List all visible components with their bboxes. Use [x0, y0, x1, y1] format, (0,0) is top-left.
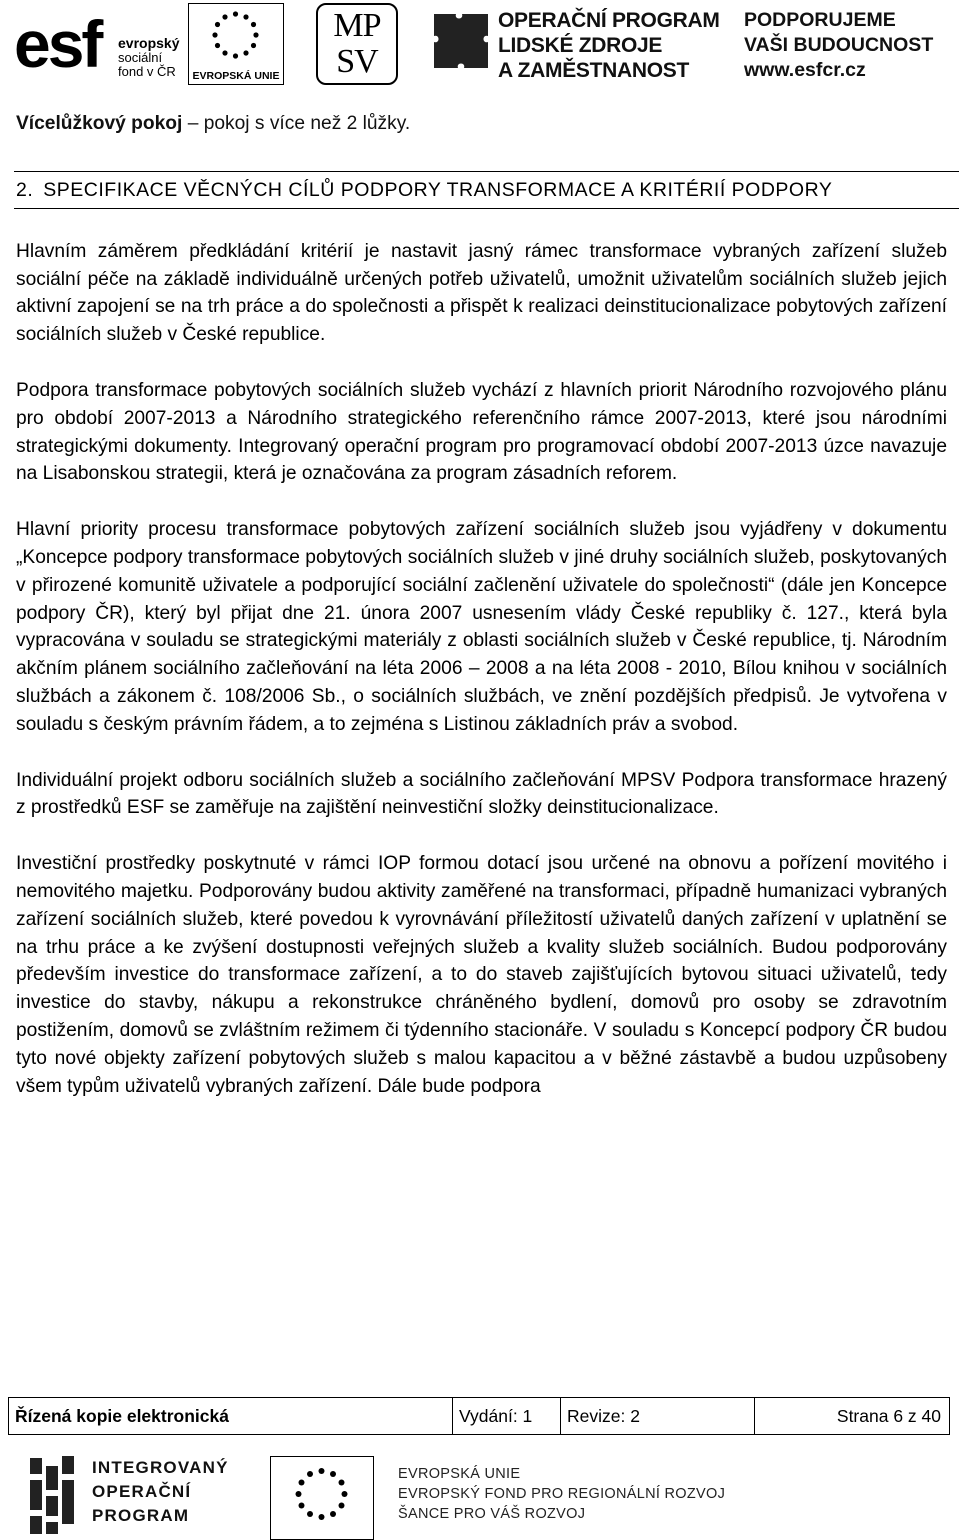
- op-line1: OPERAČNÍ PROGRAM: [498, 9, 720, 32]
- section-heading-box: [14, 171, 959, 209]
- esf-logo-line1: evropský: [118, 35, 180, 51]
- iop-line1: INTEGROVANÝ: [92, 1458, 229, 1477]
- mpsv-line2: SV: [336, 43, 378, 80]
- op-line3: A ZAMĚSTNANOST: [498, 59, 690, 82]
- mpsv-logo: [316, 3, 398, 85]
- esf-logo-line2: sociální: [118, 50, 163, 65]
- esf-logo: [14, 2, 182, 86]
- eu-stars-icon: [189, 4, 282, 68]
- header-logos: [0, 0, 960, 92]
- paragraph: Individuální projekt odboru sociálních služeb a sociálního začleňování MPSV Podpora transformace hrazený z prostředků ESF se zaměřuje na zajištění neinvestiční složky deinstitucionalizace.: [16, 769, 947, 819]
- puzzle-icon: [430, 10, 492, 72]
- iop-line2: OPERAČNÍ: [92, 1482, 192, 1501]
- mpsv-line1: MP: [333, 7, 381, 44]
- footer-table: [8, 1397, 950, 1435]
- support-slogan: [744, 8, 949, 88]
- iop-mark-icon: [28, 1454, 84, 1536]
- mpsv-logo-text: [318, 8, 396, 80]
- footer-page-number: Strana 6 z 40: [836, 1405, 941, 1426]
- erdf-line2: EVROPSKÝ FOND PRO REGIONÁLNÍ ROZVOJ: [398, 1486, 726, 1502]
- definition-text: pokoj s více než 2 lůžky.: [203, 113, 411, 134]
- definition: [16, 110, 947, 138]
- esf-logo-mark: esf: [14, 7, 101, 81]
- op-logo-text: [498, 8, 720, 83]
- op-lzz-logo: [430, 6, 720, 88]
- eu-flag-logo: [188, 3, 284, 85]
- footer-edition: Vydání: 1: [453, 1398, 561, 1434]
- slogan-line1: PODPORUJEME: [744, 9, 896, 31]
- footer-revision: Revize: 2: [561, 1398, 755, 1434]
- document-body: [16, 110, 947, 1100]
- definition-term: Vícelůžkový pokoj: [16, 113, 183, 134]
- section-title: SPECIFIKACE VĚCNÝCH CÍLŮ PODPORY TRANSFORMACE A KRITÉRIÍ PODPORY: [43, 178, 833, 201]
- definition-dash: –: [182, 113, 204, 134]
- footer-copy: Řízená kopie elektronická: [9, 1398, 453, 1434]
- op-line2: LIDSKÉ ZDROJE: [498, 34, 663, 57]
- iop-logo-text: [92, 1456, 229, 1528]
- iop-line3: PROGRAM: [92, 1506, 190, 1525]
- slogan-line2: VAŠI BUDOUCNOST: [744, 34, 934, 56]
- paragraph: Hlavním záměrem předkládání kritérií je nastavit jasný rámec transformace vybraných zařízení služeb sociální péče na základě individuálně určených potřeb uživatelů, umožnit uživatelům sociálních služeb jejich aktivní zapojení se na trh práce a do společnosti a přispět k realizaci deinstitucionalizace pobytových zařízení sociálních služeb v České republice.: [16, 240, 947, 346]
- section-number: 2.: [16, 178, 34, 201]
- footer-logos: [0, 1448, 960, 1540]
- erdf-line1: EVROPSKÁ UNIE: [398, 1466, 521, 1482]
- eu-stars-icon: [271, 1457, 372, 1538]
- paragraph: Podpora transformace pobytových sociálních služeb vychází z hlavních priorit Národního rozvojového plánu pro období 2007-2013 a Národního strategického referenčního rámce 2007-2013, které jsou národními strategickými dokumenty. Integrovaný operační program pro programovací období 2007-2013 úzce navazuje na Lisabonskou strategii, která je označována za program zásadních reforem.: [16, 379, 947, 485]
- erdf-text: [398, 1464, 725, 1524]
- eu-caption: EVROPSKÁ UNIE: [192, 70, 280, 82]
- erdf-line3: ŠANCE PRO VÁŠ ROZVOJ: [398, 1506, 586, 1522]
- eu-flag-logo-bottom: [270, 1456, 374, 1540]
- esf-logo-text: [118, 36, 179, 79]
- paragraph: Investiční prostředky poskytnuté v rámci IOP formou dotací jsou určené na obnovu a pořízení movitého i nemovitého majetku. Podporovány budou aktivity zaměřené na transformaci, případně humanizaci vybraných zařízení sociálních služeb, které povedou k vyrovnávání příležitostí uživatelů daných zařízení v uplatnění se na trhu práce a ke zvýšení dostupnosti veřejných služeb a kvality služeb sociálních. Budou podporovány především investice do transformace zařízení, a to do staveb zajišťujících bytovou situaci uživatelů, tedy investice do stavby, nákupu a rekonstrukce chráněného bydlení, domovů pro osoby se zdravotním postižením, domovů se zvláštním režimem či týdenního stacionáře. V souladu s Koncepcí podpory ČR budou tyto nové objekty zařízení pobytových služeb s malou kapacitou a v běžné zástavbě a budou uzpůsobeny všem typům uživatelů vybraných zařízení. Dále bude podpora: [16, 853, 947, 1097]
- paragraph: Hlavní priority procesu transformace pobytových zařízení sociálních služeb jsou vyjádřeny v dokumentu „Koncepce podpory transformace pobytových sociálních služeb v jiné druhy sociálních služeb, poskytovaných v přirozené komunitě uživatele a podporující sociální začlenění uživatele do společnosti“ (dále jen Koncepce podpory ČR), který byl přijat dne 21. února 2007 usnesením vlády České republiky č. 127., která byla vypracována v souladu se strategickými materiály z oblasti sociálních služeb v České republice, tj. Národním akčním plánem sociálního začleňování na léta 2006 – 2008 a na léta 2008 - 2010, Bílou knihou v sociálních službách a zákonem č. 108/2006 Sb., o sociálních službách, ve znění pozdějších předpisů. Je vytvořena v souladu s českým právním řádem, a to zejména s Listinou základních práv a svobod.: [16, 519, 947, 735]
- slogan-url[interactable]: www.esfcr.cz: [744, 59, 866, 81]
- esf-logo-line3: fond v ČR: [118, 64, 176, 79]
- section-heading: [16, 176, 959, 204]
- iop-logo: [28, 1448, 228, 1540]
